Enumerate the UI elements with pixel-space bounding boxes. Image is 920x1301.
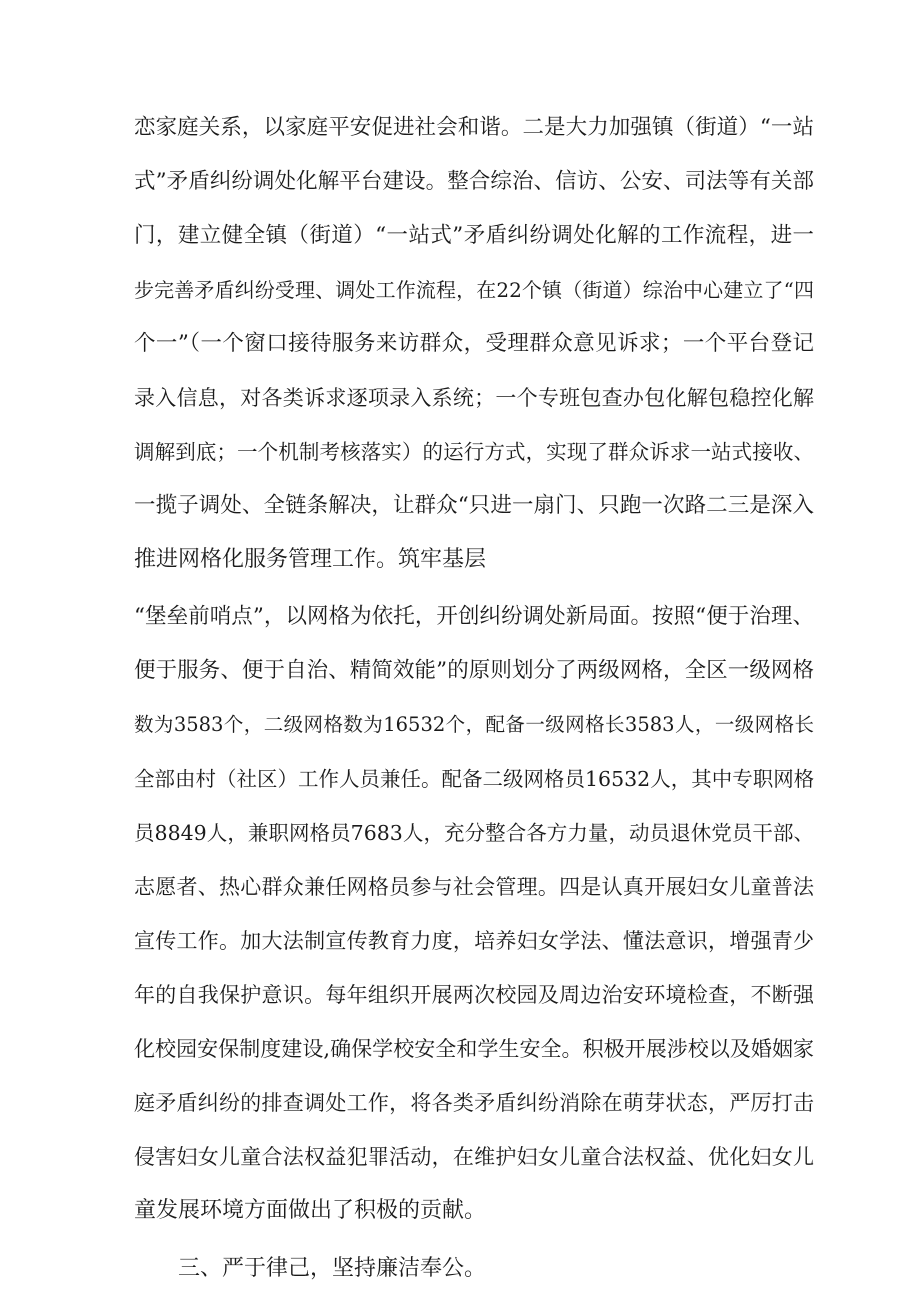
text-line: 个一”（一个窗口接待服务来访群众，受理群众意见诉求；一个平台登记 <box>134 331 814 356</box>
text-line: 童发展环境方面做出了积极的贡献。 <box>134 1198 487 1223</box>
text-line: 步完善矛盾纠纷受理、调处工作流程，在22个镇（街道）综治中心建立了“四 <box>134 278 814 302</box>
text-line: “堡垒前哨点”，以网格为依托，开创纠纷调处新局面。按照“便于治理、 <box>134 604 814 629</box>
text-line: 宣传工作。加大法制宣传教育力度，培养妇女学法、懂法意识，增强青少 <box>134 929 814 953</box>
text-line: 式”矛盾纠纷调处化解平台建设。整合综治、信访、公安、司法等有关部 <box>134 169 814 194</box>
text-line: 录入信息，对各类诉求逐项录入系统；一个专班包查办包化解包稳控化解 <box>134 386 814 410</box>
text-line: 化校园安保制度建设,确保学校安全和学生安全。积极开展涉校以及婚姻家 <box>134 1037 814 1061</box>
text-line: 侵害妇女儿童合法权益犯罪活动，在维护妇女儿童合法权益、优化妇女儿 <box>134 1145 814 1169</box>
section-heading: 三、严于律己，坚持廉洁奉公。 <box>178 1256 487 1281</box>
text-line: 全部由村（社区）工作人员兼任。配备二级网格员16532人，其中专职网格 <box>134 767 814 791</box>
text-line: 志愿者、热心群众兼任网格员参与社会管理。四是认真开展妇女儿童普法 <box>134 875 814 899</box>
text-line: 调解到底；一个机制考核落实）的运行方式，实现了群众诉求一站式接收、 <box>134 440 814 464</box>
text-line: 一揽子调处、全链条解决，让群众“只进一扇门、只跑一次路二三是深入 <box>134 493 814 518</box>
text-line: 数为3583个，二级网格数为16532个，配备一级网格长3583人，一级网格长 <box>134 713 814 736</box>
text-line: 便于服务、便于自治、精简效能”的原则划分了两级网格，全区一级网格 <box>134 658 814 683</box>
text-line: 门，建立健全镇（街道）“一站式”矛盾纠纷调处化解的工作流程，进一 <box>134 223 814 248</box>
text-line: 推进网格化服务管理工作。筑牢基层 <box>134 547 487 572</box>
text-line: 庭矛盾纠纷的排查调处工作，将各类矛盾纠纷消除在萌芽状态，严厉打击 <box>134 1091 814 1115</box>
text-line: 员8849人，兼职网格员7683人，充分整合各方力量，动员退休党员干部、 <box>134 821 814 845</box>
text-line: 恋家庭关系，以家庭平安促进社会和谐。二是大力加强镇（街道）“一站 <box>134 115 814 140</box>
text-line: 年的自我保护意识。每年组织开展两次校园及周边治安环境检查，不断强 <box>134 983 814 1007</box>
